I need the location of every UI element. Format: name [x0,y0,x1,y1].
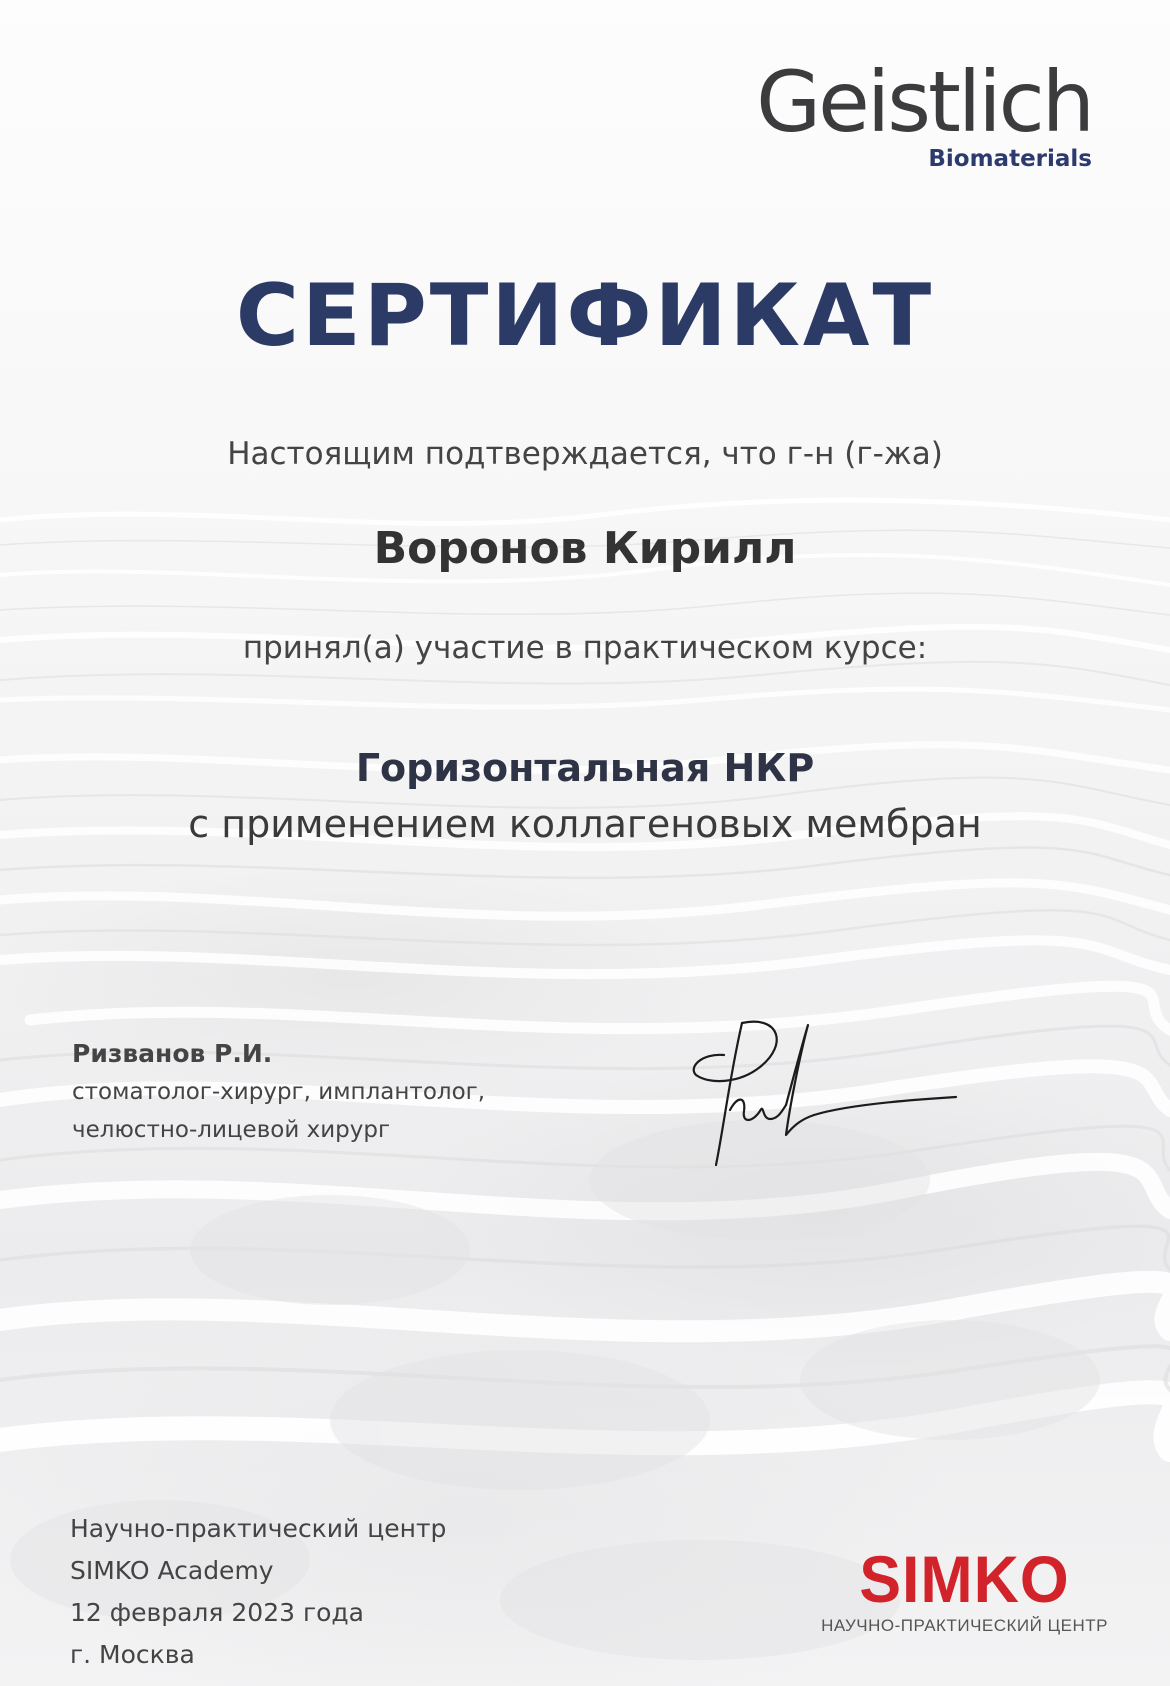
org-line1: Научно-практический центр [70,1514,447,1543]
simko-logo-sub: НАУЧНО-ПРАКТИЧЕСКИЙ ЦЕНТР [821,1616,1108,1635]
simko-logo-name: SIMKO [859,1542,1070,1616]
organization-block [70,1508,446,1676]
simko-logo [821,1542,1108,1636]
org-line2: SIMKO Academy [70,1556,274,1585]
course-title-line1: Горизонтальная НКР [355,746,815,790]
confirm-text: Настоящим подтверждается, что г-н (г-жа) [227,436,943,472]
signer-block [72,1035,485,1149]
recipient-name: Воронов Кирилл [373,523,797,574]
handwritten-signature [690,1015,960,1180]
geistlich-logo-sub: Biomaterials [928,146,1092,172]
certificate-title: СЕРТИФИКАТ [235,266,935,366]
participated-text: принял(а) участие в практическом курсе: [242,630,928,666]
course-title-line2: с применением коллагеновых мембран [188,802,982,846]
signer-name: Ризванов Р.И. [72,1039,273,1068]
signer-role-line1: стоматолог-хирург, имплантолог, [72,1079,486,1105]
geistlich-logo-name: Geistlich [756,53,1092,151]
geistlich-logo [756,53,1092,172]
certificate-city: г. Москва [70,1640,195,1669]
certificate-date: 12 февраля 2023 года [70,1598,365,1627]
course-title [0,740,1170,852]
signer-role-line2: челюстно-лицевой хирург [72,1117,391,1143]
